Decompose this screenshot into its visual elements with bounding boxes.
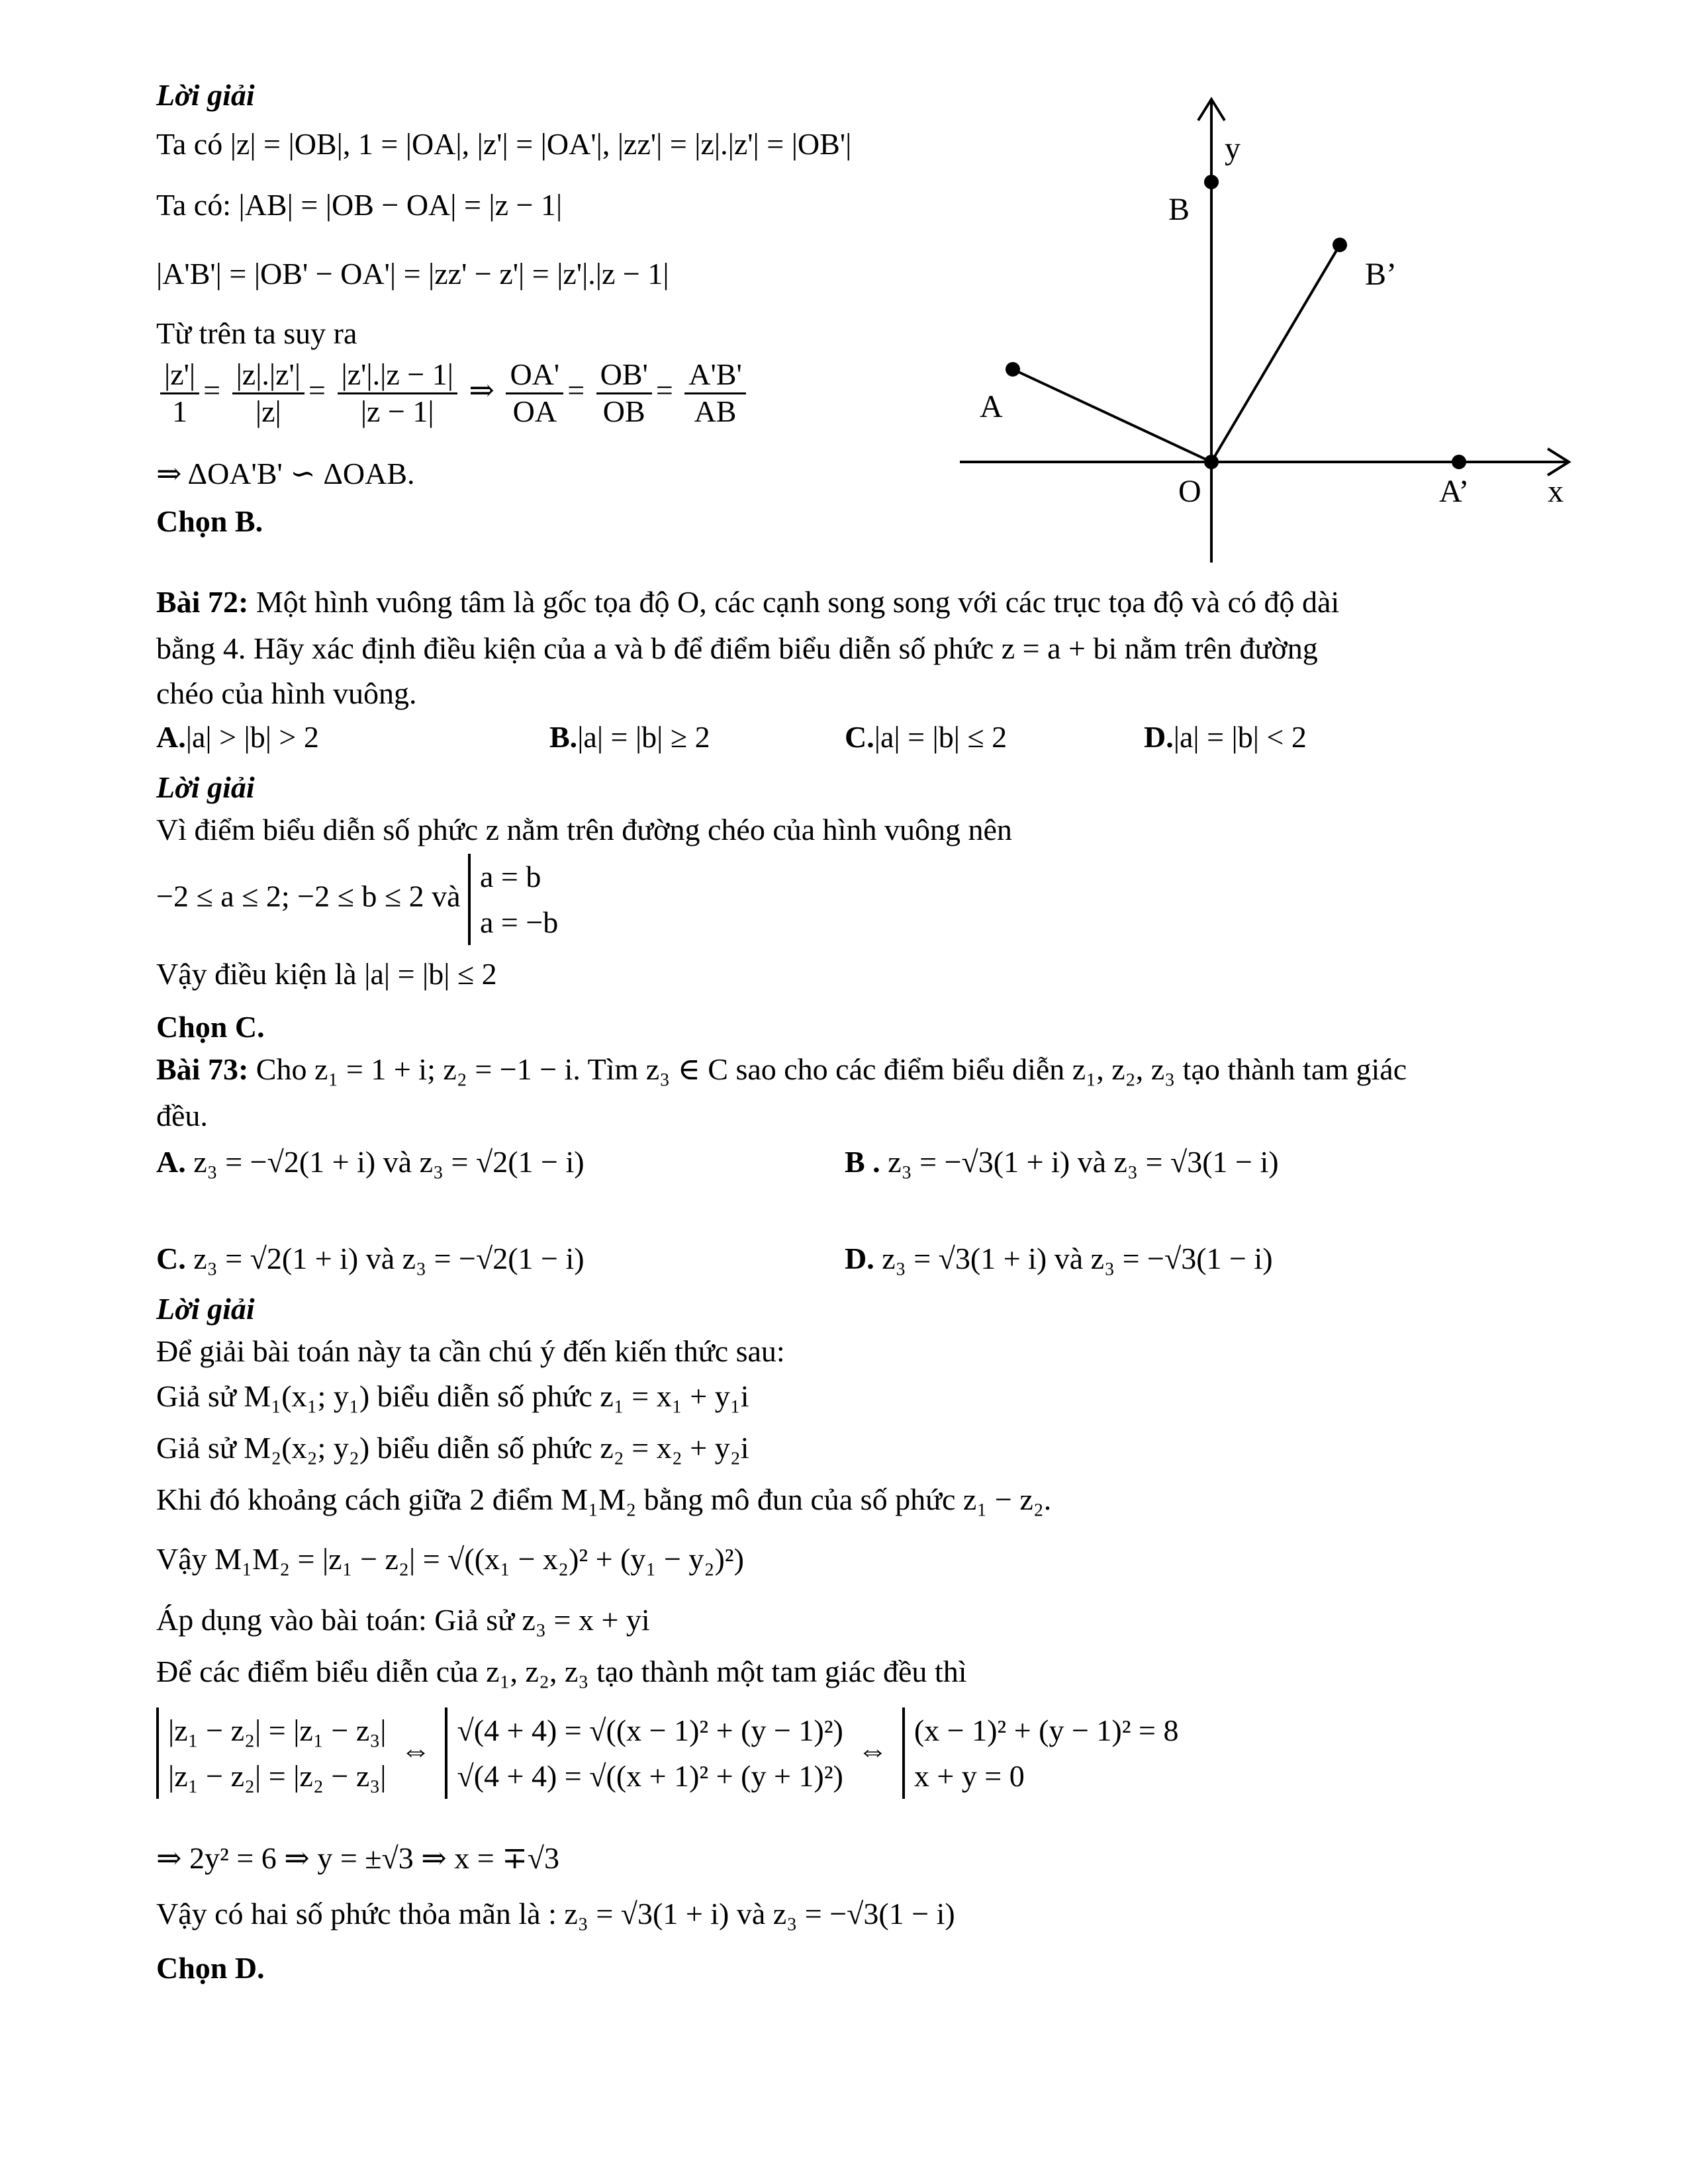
solution-73-line-3: Giả sử M₂(x₂; y₂) biểu diễn số phức z₂ = x₂ + y₂i [156,1431,749,1465]
option-72-c: C.|a| = |b| ≤ 2 [845,720,1008,754]
solution-heading-72: Lời giải [156,770,255,804]
problem-72-line-1: Bài 72: Một hình vuông tâm là gốc tọa độ O, các cạnh song song với các trục tọa độ và có độ dài [156,585,1340,619]
option-73-b: B . z₃ = −√3(1 + i) và z₃ = √3(1 − i) [845,1145,1279,1179]
label-point-a: A [980,389,1003,424]
solution-heading-73: Lời giải [156,1292,255,1326]
label-y-axis: y [1225,131,1241,166]
solution-72-line-3: Vậy điều kiện là |a| = |b| ≤ 2 [156,957,497,991]
label-point-a-prime: A’ [1439,474,1470,509]
fraction: $\frac{|z'|.|z - 1|}{|z - 1|}$ [338,357,457,430]
option-73-c: C. z₃ = √2(1 + i) và z₃ = −√2(1 − i) [156,1242,585,1275]
label-origin: O [1178,474,1201,509]
answer-72: Chọn C. [156,1010,265,1044]
solution-73-line-5: Vậy M₁M₂ = |z₁ − z₂| = √((x₁ − x₂)² + (y₁ − y₂)²) [156,1542,744,1576]
label-point-b-prime: B’ [1365,257,1397,292]
system-middle: √(4 + 4) = √((x − 1)² + (y − 1)²) √(4 + 4) = √((x + 1)² + (y + 1)²) [445,1707,843,1799]
fraction: $\frac{OA'}{OA}$ [506,357,563,430]
label-point-b: B [1168,192,1190,227]
fraction: $\frac{A'B'}{AB}$ [684,357,745,430]
solution-73-line-2: Giả sử M₁(x₁; y₁) biểu diễn số phức z₁ = x₁ + y₁i [156,1379,749,1413]
fraction: $\frac{|z'|}{1}$ [160,357,199,430]
solution-73-line-7: Để các điểm biểu diễn của z₁, z₂, z₃ tạo thành một tam giác đều thì [156,1655,967,1688]
coordinate-figure [940,86,1589,569]
fraction: $\frac{|z|.|z'|}{|z|}$ [232,357,305,430]
answer-73: Chọn D. [156,1951,265,1985]
solution-73-line-10: Vậy có hai số phức thỏa mãn là : z₃ = √3(1 + i) và z₃ = −√3(1 − i) [156,1897,955,1931]
solution-71-similarity: ⇒ ΔOA'B' ∽ ΔOAB. [156,457,415,490]
system-right: (x − 1)² + (y − 1)² = 8 x + y = 0 [902,1707,1179,1799]
cases-bracket: a = b a = −b [468,854,558,945]
option-73-a: A. z₃ = −√2(1 + i) và z₃ = √2(1 − i) [156,1145,585,1179]
solution-71-line-3: |A'B'| = |OB' − OA'| = |zz' − z'| = |z'|.|z − 1| [156,257,669,291]
solution-heading-71: Lời giải [156,78,255,112]
option-73-d: D. z₃ = √3(1 + i) và z₃ = −√3(1 − i) [845,1242,1273,1275]
solution-73-line-9: ⇒ 2y² = 6 ⇒ y = ±√3 ⇒ x = ∓√3 [156,1841,560,1875]
solution-71-line-4: Từ trên ta suy ra [156,316,357,350]
solution-73-line-1: Để giải bài toán này ta cần chú ý đến kiến thức sau: [156,1334,785,1368]
problem-72-line-3: chéo của hình vuông. [156,676,417,710]
problem-73-line-1: Bài 73: Cho z₁ = 1 + i; z₂ = −1 − i. Tìm z₃ ∈ C sao cho các điểm biểu diễn z₁, z₂, z₃ tạo thành tam giác [156,1052,1407,1086]
problem-72-line-2: bằng 4. Hãy xác định điều kiện của a và b để điểm biểu diễn số phức z = a + bi nằm trên đường [156,631,1318,665]
problem-73-line-2: đều. [156,1099,208,1132]
system-left: |z₁ − z₂| = |z₁ − z₃| |z₁ − z₂| = |z₂ − z₃| [156,1707,386,1799]
option-72-b: B.|a| = |b| ≥ 2 [549,720,710,754]
solution-71-ratio-equation: $\frac{|z'|}{1}$ = $\frac{|z|.|z'|}{|z|}$ = $\frac{|z'|.|z - 1|}{|z - 1|}$ ⇒ $\frac{OA'}{OA}$ = $\frac{OB'}{OB}$ = $\frac{A'B'}{AB}$ [156,357,750,430]
option-72-d: D.|a| = |b| < 2 [1144,720,1307,754]
problem-72-title: Bài 72: [156,585,249,619]
option-72-a: A.|a| > |b| > 2 [156,720,319,754]
solution-73-line-6: Áp dụng vào bài toán: Giả sử z₃ = x + yi [156,1603,650,1637]
solution-71-line-1: Ta có |z| = |OB|, 1 = |OA|, |z'| = |OA'|, |zz'| = |z|.|z'| = |OB'| [156,127,852,161]
label-x-axis: x [1548,474,1564,509]
solution-71-line-2: Ta có: |AB| = |OB − OA| = |z − 1| [156,188,563,222]
answer-71: Chọn B. [156,504,263,538]
solution-73-line-4: Khi đó khoảng cách giữa 2 điểm M₁M₂ bằng mô đun của số phức z₁ − z₂. [156,1482,1052,1516]
solution-73-system: |z₁ − z₂| = |z₁ − z₃| |z₁ − z₂| = |z₂ − z₃| ⇔ √(4 + 4) = √((x − 1)² + (y − 1)²) √(4 + 4) = √((x + 1)² + (y + 1)²) ⇔ (x − 1)² + (y − 1)² = 8 x + y = 0 [156,1707,1178,1799]
fraction: $\frac{OB'}{OB}$ [596,357,652,430]
solution-72-line-1: Vì điểm biểu diễn số phức z nằm trên đường chéo của hình vuông nên [156,813,1012,846]
solution-72-line-2: −2 ≤ a ≤ 2; −2 ≤ b ≤ 2 và a = b a = −b [156,854,558,945]
problem-73-title: Bài 73: [156,1052,249,1086]
